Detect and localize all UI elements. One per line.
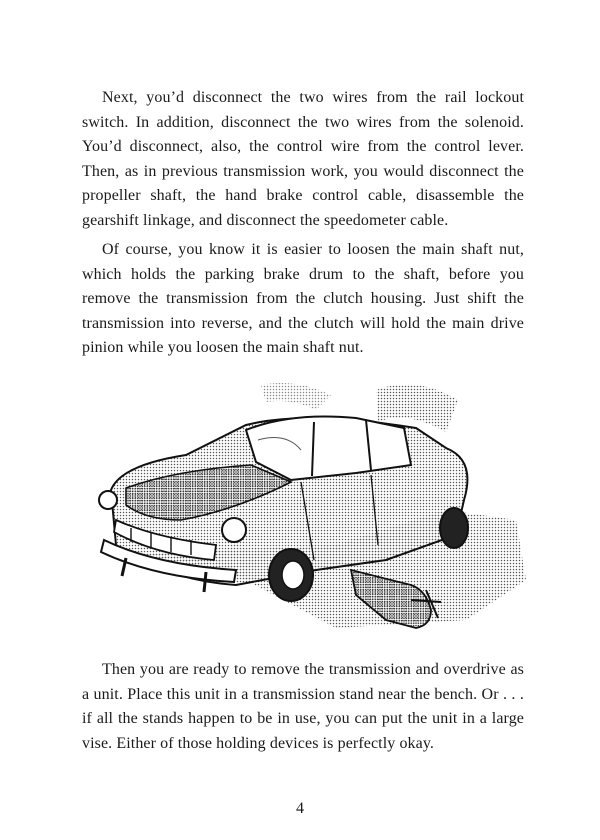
page-number: 4 (296, 800, 304, 817)
paragraph-disconnect-wires: Next, you’d disconnect the two wires from the rail lockout switch. In addition, disconnect the two wires from the solenoid. You’d disconnect, also, the control wire from the control lever. Then, as in previous transmission work, you would disconnect the propeller shaft, the hand brake control cable, disassemble the gearshift linkage, and disconnect the speedometer cable. (82, 89, 524, 229)
car-illustration (86, 370, 526, 648)
rear-wheel (440, 508, 468, 548)
paragraph-remove-transmission: Then you are ready to remove the transmission and overdrive as a unit. Place this unit in a transmission stand near the bench. Or . . . if all the stands happen to be in use, you can put the unit in a large vise. Either of those holding devices is perfectly okay. (82, 661, 524, 752)
paragraph-loosen-main-shaft-nut: Of course, you know it is easier to loosen the main shaft nut, which holds the parking brake drum to the shaft, before you remove the transmission from the clutch housing. Just shift the transmission into reverse, and the clutch will hold the main drive pinion while you loosen the main shaft nut. (82, 241, 524, 356)
headlight-left (99, 491, 117, 509)
headlight-right (222, 518, 246, 542)
